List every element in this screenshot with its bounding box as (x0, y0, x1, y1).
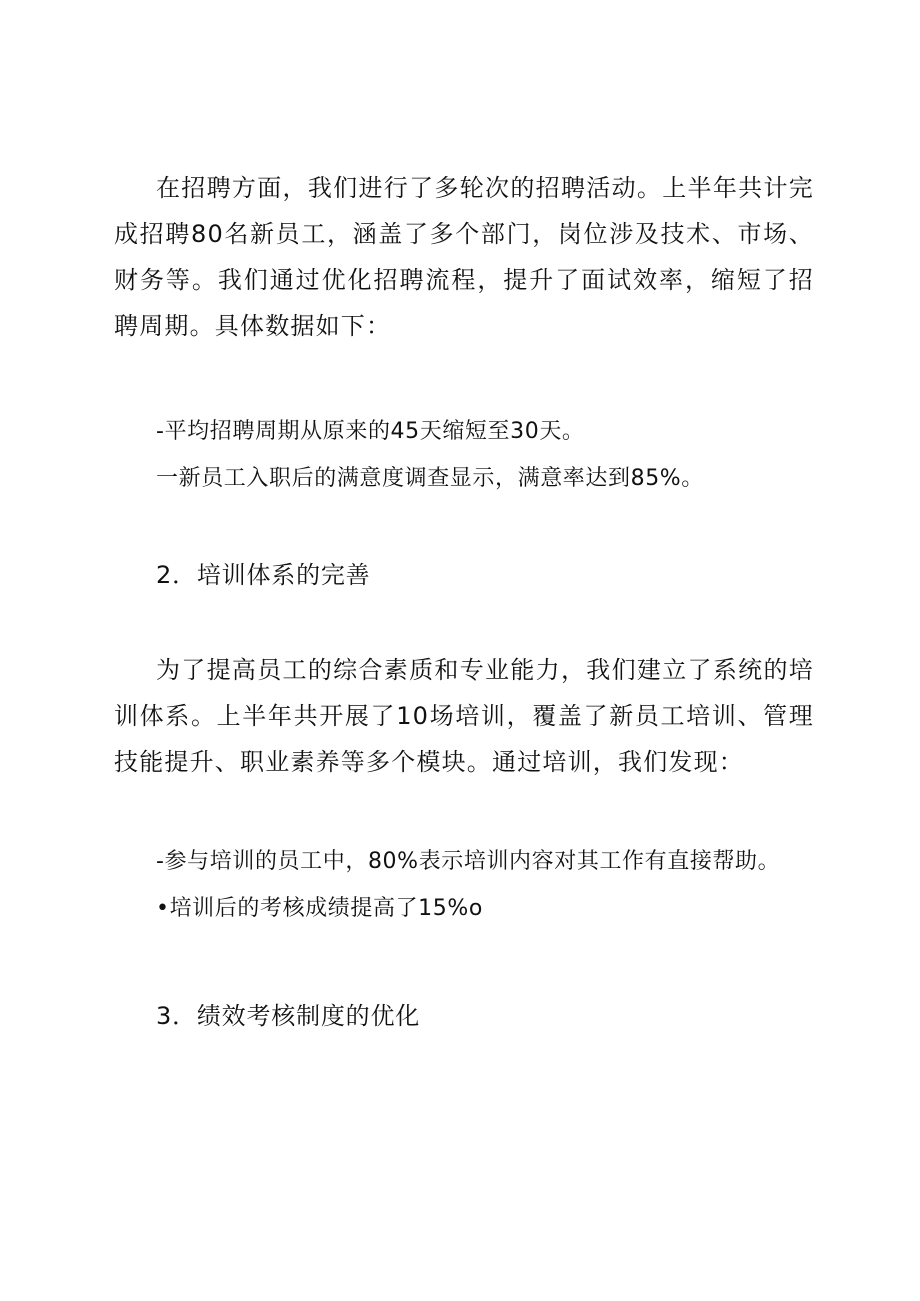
recruitment-cycle-item: -平均招聘周期从原来的45天缩短至30天。 (156, 419, 585, 444)
recruitment-paragraph-text: 在招聘方面，我们进行了多轮次的招聘活动。上半年共计完成招聘80名新员工，涵盖了多个部门，岗位涉及技术、市场、财务等。我们通过优化招聘流程，提升了面试效率，缩短了招聘周期。具体数据如下： (114, 174, 814, 340)
section-heading-training: 2．培训体系的完善 (156, 561, 371, 589)
satisfaction-item: 一新员工入职后的满意度调查显示，满意率达到85%。 (156, 466, 704, 491)
recruitment-paragraph (114, 165, 814, 349)
training-help-item: -参与培训的员工中，80%表示培训内容对其工作有直接帮助。 (156, 849, 781, 874)
assessment-score-item: •培训后的考核成绩提高了15%o (156, 896, 483, 921)
section-heading-performance: 3．绩效考核制度的优化 (156, 1002, 421, 1030)
training-paragraph-text: 为了提高员工的综合素质和专业能力，我们建立了系统的培训体系。上半年共开展了10场培训，覆盖了新员工培训、管理技能提升、职业素养等多个模块。通过培训，我们发现： (114, 656, 814, 776)
training-paragraph (114, 647, 814, 785)
